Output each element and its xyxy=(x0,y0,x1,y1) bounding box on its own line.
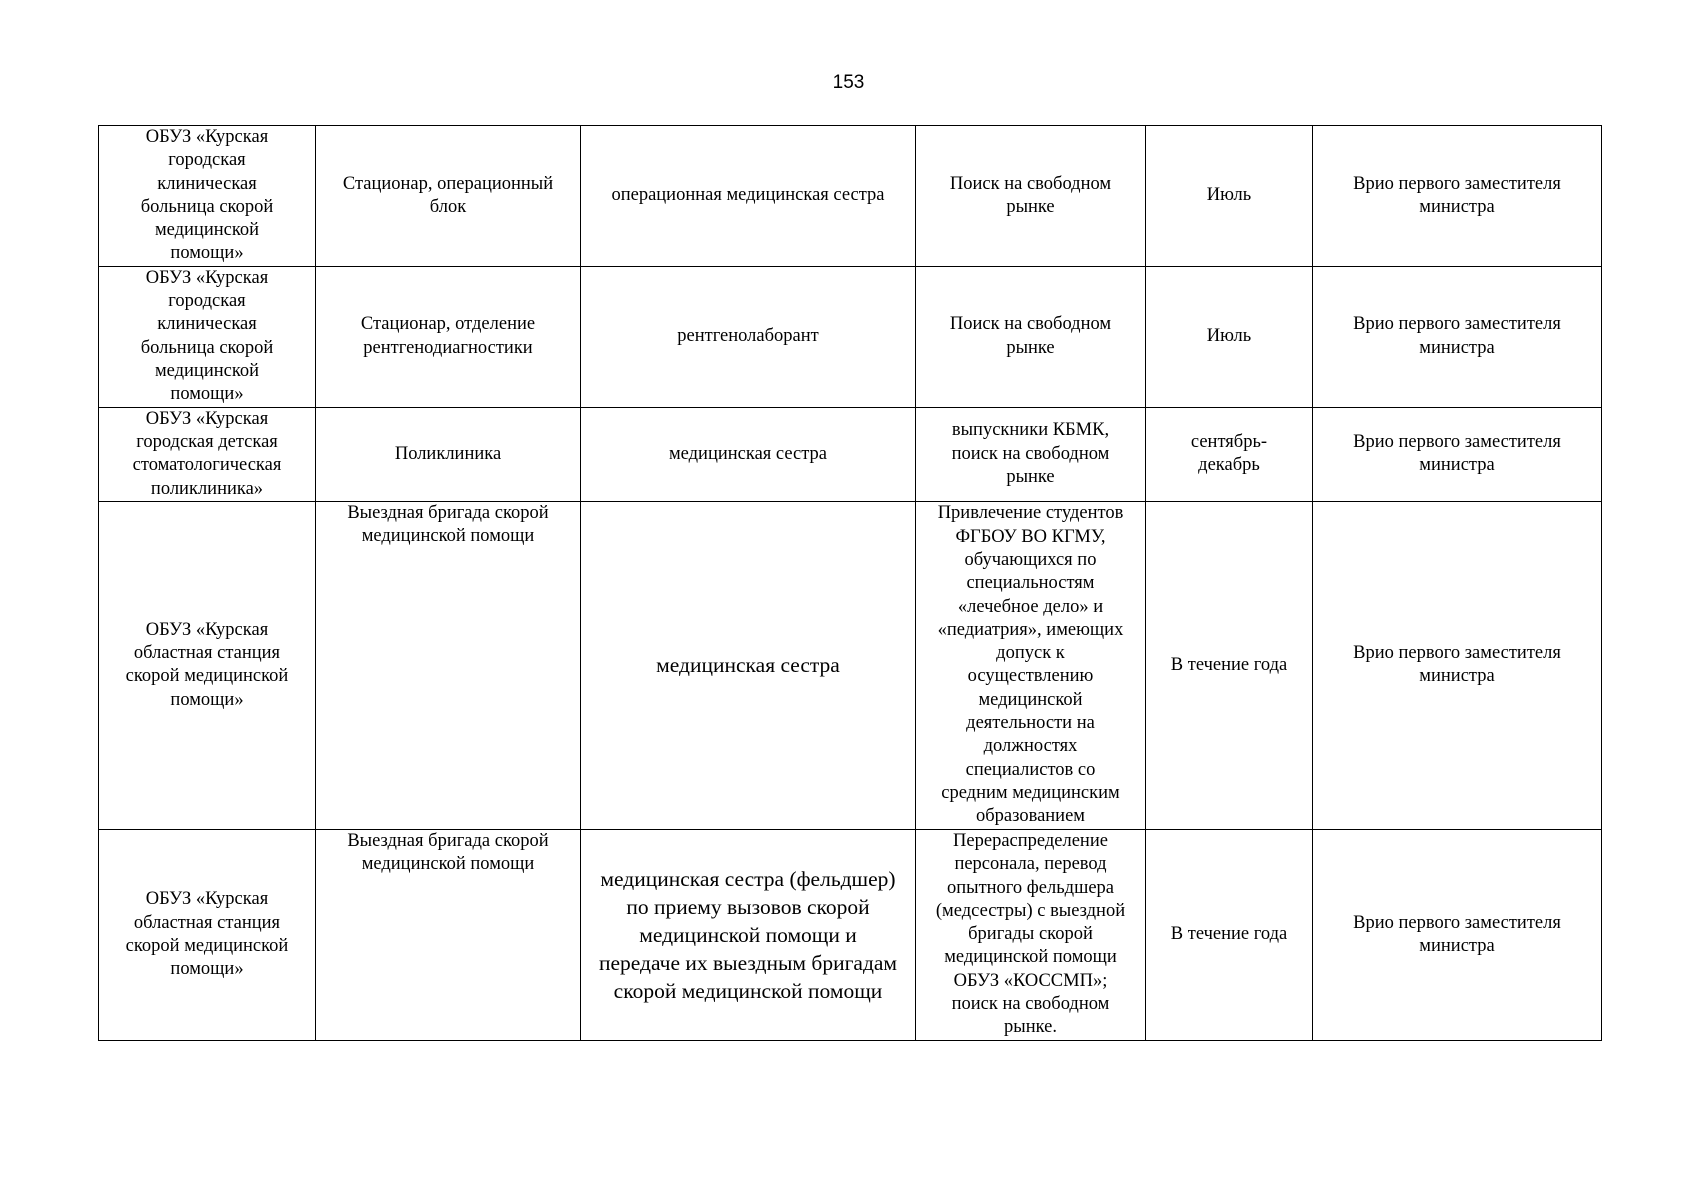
organization-cell: ОБУЗ «Курская городская детская стоматологическая поликлиника» xyxy=(99,407,316,501)
period-cell: Июль xyxy=(1146,266,1313,407)
organization-cell: ОБУЗ «Курская городская клиническая больница скорой медицинской помощи» xyxy=(99,266,316,407)
unit-cell: Выездная бригада скорой медицинской помощи xyxy=(316,829,581,1040)
period-cell: В течение года xyxy=(1146,829,1313,1040)
method-cell: Поиск на свободном рынке xyxy=(916,266,1146,407)
table-row xyxy=(99,266,1602,407)
responsible-cell: Врио первого заместителя министра xyxy=(1313,501,1602,829)
table-row xyxy=(99,407,1602,501)
organization-cell: ОБУЗ «Курская областная станция скорой медицинской помощи» xyxy=(99,501,316,829)
period-cell: Июль xyxy=(1146,126,1313,267)
method-cell: Поиск на свободном рынке xyxy=(916,126,1146,267)
responsible-cell: Врио первого заместителя министра xyxy=(1313,829,1602,1040)
staffing-table xyxy=(98,125,1602,1041)
position-cell: медицинская сестра xyxy=(581,407,916,501)
table-row xyxy=(99,829,1602,1040)
responsible-cell: Врио первого заместителя министра xyxy=(1313,126,1602,267)
responsible-cell: Врио первого заместителя министра xyxy=(1313,407,1602,501)
position-cell: медицинская сестра (фельдшер) по приему вызовов скорой медицинской помощи и передаче их выездным бригадам скорой медицинской помощи xyxy=(581,829,916,1040)
unit-cell: Стационар, операционный блок xyxy=(316,126,581,267)
organization-cell: ОБУЗ «Курская областная станция скорой медицинской помощи» xyxy=(99,829,316,1040)
unit-cell: Выездная бригада скорой медицинской помощи xyxy=(316,501,581,829)
responsible-cell: Врио первого заместителя министра xyxy=(1313,266,1602,407)
position-cell: операционная медицинская сестра xyxy=(581,126,916,267)
table-row xyxy=(99,501,1602,829)
position-cell: медицинская сестра xyxy=(581,501,916,829)
organization-cell: ОБУЗ «Курская городская клиническая больница скорой медицинской помощи» xyxy=(99,126,316,267)
method-cell: Перераспределение персонала, перевод опытного фельдшера (медсестры) с выездной бригады скорой медицинской помощи ОБУЗ «КОССМП»; поиск на свободном рынке. xyxy=(916,829,1146,1040)
position-cell: рентгенолаборант xyxy=(581,266,916,407)
page-number: 153 xyxy=(832,72,865,93)
unit-cell: Поликлиника xyxy=(316,407,581,501)
table-row xyxy=(99,126,1602,267)
method-cell: выпускники КБМК, поиск на свободном рынке xyxy=(916,407,1146,501)
period-cell: сентябрь- декабрь xyxy=(1146,407,1313,501)
method-cell: Привлечение студентов ФГБОУ ВО КГМУ, обучающихся по специальностям «лечебное дело» и «педиатрия», имеющих допуск к осуществлению медицинской деятельности на должностях специалистов со средним медицинским образованием xyxy=(916,501,1146,829)
unit-cell: Стационар, отделение рентгенодиагностики xyxy=(316,266,581,407)
period-cell: В течение года xyxy=(1146,501,1313,829)
